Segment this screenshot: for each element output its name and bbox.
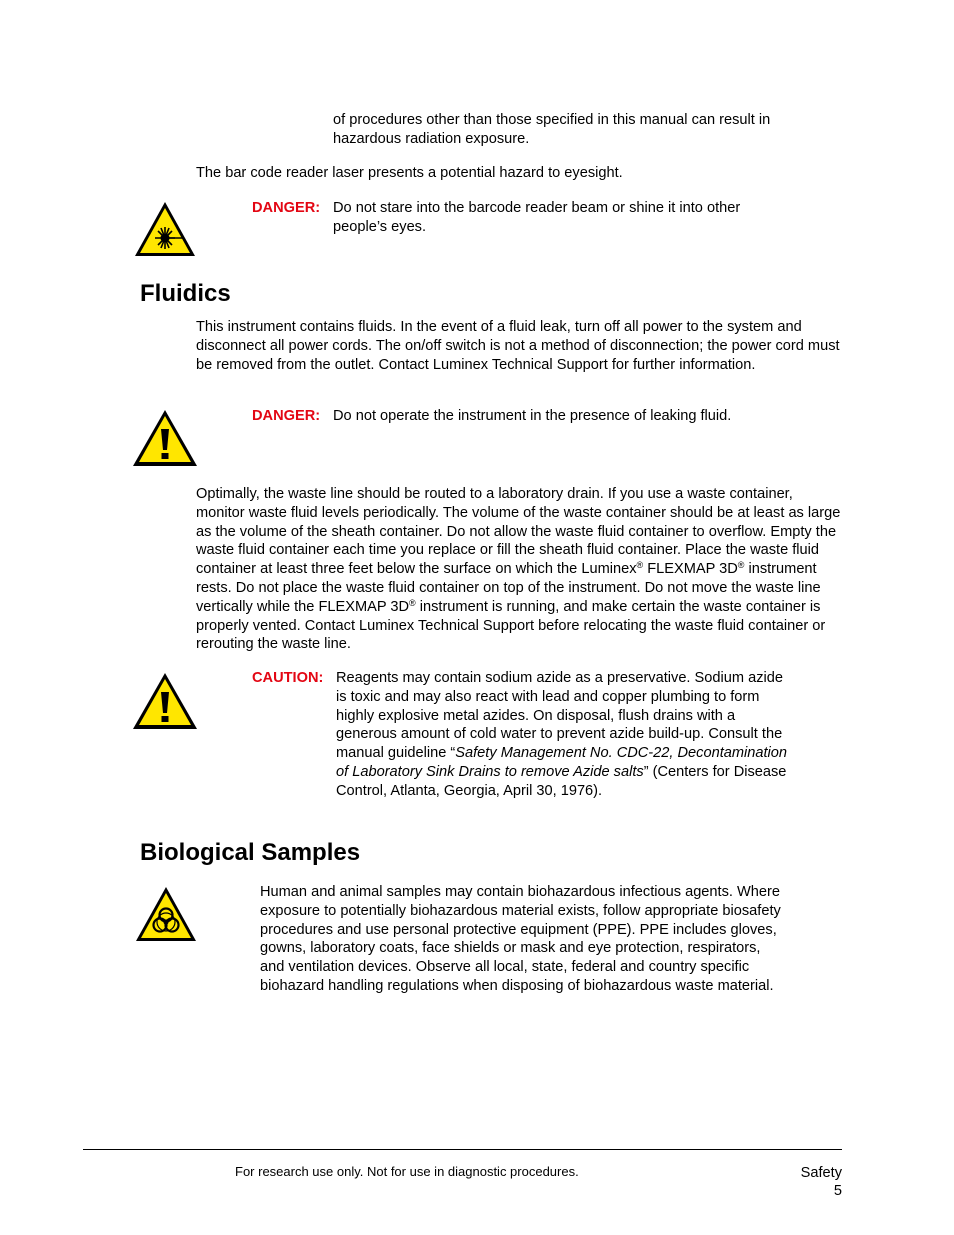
general-warning-icon: [131, 408, 199, 468]
fluidics-caution-label: CAUTION:: [252, 670, 324, 686]
fluidics-danger-text: Do not operate the instrument in the presence of leaking fluid.: [333, 408, 732, 424]
registered-mark: ®: [409, 597, 416, 608]
fluidics-paragraph-1: This instrument contains fluids. In the event of a fluid leak, turn off all power to the system and disconnect all power cords. The on/off switch is not a method of disconnection; the power cord must be removed from the outlet. Contact Luminex Technical Support for further information.: [196, 319, 840, 373]
laser-intro-text: The bar code reader laser presents a potential hazard to eyesight.: [196, 165, 623, 181]
cdc-guideline-title: Safety Management No. CDC-22, Decontamination of Laboratory Sink Drains to remove Azide salts: [336, 745, 788, 780]
biological-samples-heading: Biological Samples: [140, 839, 361, 866]
laser-continuation-text: of procedures other than those specified in this manual can result in hazardous radiation exposure.: [333, 112, 771, 147]
registered-mark: ®: [636, 560, 644, 571]
footer-section-name: Safety: [800, 1165, 842, 1181]
fluidics-danger-label: DANGER:: [252, 408, 321, 424]
laser-danger-text: Do not stare into the barcode reader beam or shine it into other people’s eyes.: [333, 200, 741, 235]
laser-danger-label: DANGER:: [252, 200, 321, 216]
fluidics-paragraph-2: Optimally, the waste line should be routed to a laboratory drain. If you use a waste container, monitor waste fluid levels periodically. The volume of the waste container should be at least as large as the volume of the sheath container. Do not allow the waste fluid container to overflow. Empty the waste fluid container each time you replace or fill the sheath fluid container. Place the waste fluid container at least three feet below the surface on which the Luminex® FLEXMAP 3D® instrument rests. Do not place the waste fluid container on top of the instrument. Do not move the waste line vertically while the FLEXMAP 3D® instrument is running, and make certain the waste container is properly vented. Contact Luminex Technical Support before relocating the waste fluid container or rerouting the waste line.: [196, 486, 841, 653]
biological-samples-text: Human and animal samples may contain biohazardous infectious agents. Where exposure to potentially biohazardous material exists, follow appropriate biosafety procedures and use personal protective equipment (PPE). PPE includes gloves, gowns, laboratory coats, face shields or mask and eye protection, respirators, and ventilation devices. Observe all local, state, federal and country specific biohazard handling regulations when disposing of biohazardous waste material.: [260, 884, 781, 994]
footer-notice: For research use only. Not for use in diagnostic procedures.: [235, 1164, 579, 1179]
caution-warning-icon: [131, 671, 199, 731]
biohazard-icon: [134, 885, 198, 943]
fluidics-caution-text: Reagents may contain sodium azide as a preservative. Sodium azide is toxic and may also react with lead and copper plumbing to form highly explosive metal azides. On disposal, flush drains with a generous amount of cold water to prevent azide build-up. Consult the manual guideline “Safety Management No. CDC-22, Decontamination of Laboratory Sink Drains to remove Azide salts” (Centers for Disease Control, Atlanta, Georgia, April 30, 1976).: [336, 670, 788, 799]
footer-divider: [83, 1149, 842, 1150]
fluidics-heading: Fluidics: [140, 280, 231, 307]
laser-warning-icon: [133, 200, 197, 258]
registered-mark: ®: [737, 560, 745, 571]
footer-page-number: 5: [833, 1183, 842, 1199]
